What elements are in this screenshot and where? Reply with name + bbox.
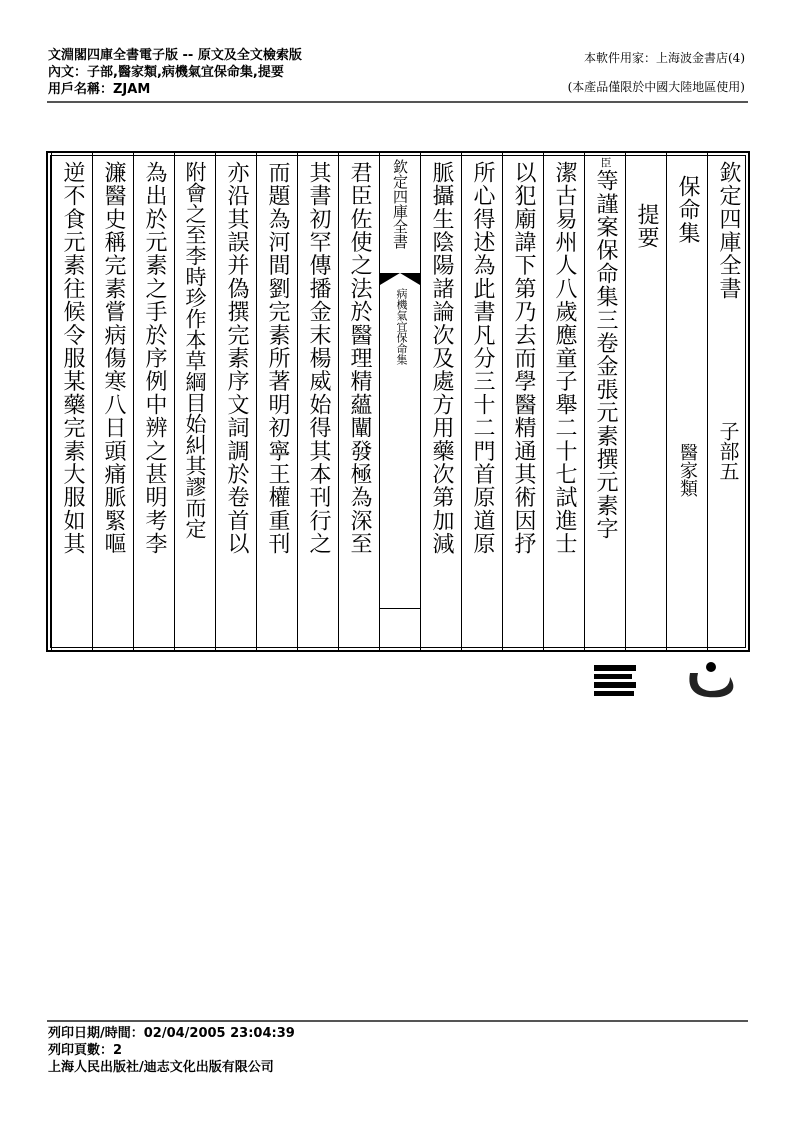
column-text: 潔古易州人八歲應童子舉二十七試進士 (552, 161, 577, 556)
fish-tail-mark (380, 273, 420, 285)
header-username: 用戶名稱：ZJAM (48, 82, 151, 97)
footer-divider (47, 1020, 748, 1022)
header-content-path: 內文：子部,醫家類,病機氣宜保命集,提要 (48, 65, 284, 80)
text-column (92, 153, 133, 650)
column-text: 等謹案保命集三卷金張元素撰元素字 (593, 169, 618, 541)
column-text: 濂醫史稱完素嘗病傷寒八日頭痛脈緊嘔 (101, 161, 126, 556)
column-text: 其書初罕傳播金末楊威始得其本刊行之 (306, 161, 331, 556)
text-column (543, 153, 584, 650)
section-label: 子部五 (716, 421, 740, 481)
text-column (256, 153, 297, 650)
column-title (707, 153, 748, 650)
header-divider (47, 101, 748, 103)
header-title: 文淵閣四庫全書電子版 -- 原文及全文檢索版 (48, 48, 302, 63)
column-text: 亦沿其誤并偽撰完素序文詞調於卷首以 (224, 161, 249, 556)
column-heading (625, 153, 666, 650)
header-restriction: (本產品僅限於中國大陸地區使用) (567, 80, 745, 94)
book-name: 保命集 (675, 175, 700, 245)
text-column (502, 153, 543, 650)
print-datetime: 列印日期/時間：02/04/2005 23:04:39 (48, 1026, 295, 1041)
print-pages: 列印頁數：2 (48, 1043, 123, 1058)
column-text: 逆不食元素往候令服某藥完素大服如其 (60, 161, 85, 556)
text-column (215, 153, 256, 650)
column-text: 脈攝生陰陽諸論次及處方用藥次第加減 (429, 161, 454, 556)
text-column (338, 153, 379, 650)
column-book (666, 153, 707, 650)
column-text: 以犯廟諱下第乃去而學醫精通其術因抒 (511, 161, 536, 556)
center-fold (379, 153, 420, 650)
text-column (133, 153, 174, 650)
column-text: 為出於元素之手於序例中辨之甚明考李 (142, 161, 167, 556)
document-frame (46, 151, 750, 652)
publisher: 上海人民出版社/迪志文化出版有限公司 (48, 1060, 274, 1075)
fold-divider (380, 608, 420, 609)
publisher-logo (590, 655, 740, 705)
column-text: 君臣佐使之法於醫理精蘊闡發極為深至 (347, 161, 372, 556)
chen-mark: 臣 (599, 157, 612, 170)
book-collection-title: 欽定四庫全書 (716, 161, 741, 301)
fold-book-name: 病機氣宜保命集 (395, 288, 408, 365)
text-column (51, 153, 92, 650)
column-text: 附會之至李時珍作本草綱目始糾其謬而定 (183, 161, 207, 539)
text-column (461, 153, 502, 650)
text-column (420, 153, 461, 650)
fold-title: 欽定四庫全書 (391, 159, 409, 249)
category-label: 醫家類 (677, 443, 698, 497)
text-column (174, 153, 215, 650)
column-text: 所心得述為此書凡分三十二門首原道原 (470, 161, 495, 556)
abstract-heading: 提要 (634, 203, 659, 250)
header-licensee: 本軟件用家：上海波金書店(4) (584, 51, 745, 65)
text-column (584, 153, 625, 650)
column-text: 而題為河間劉完素所著明初寧王權重刊 (265, 161, 290, 556)
text-column (297, 153, 338, 650)
